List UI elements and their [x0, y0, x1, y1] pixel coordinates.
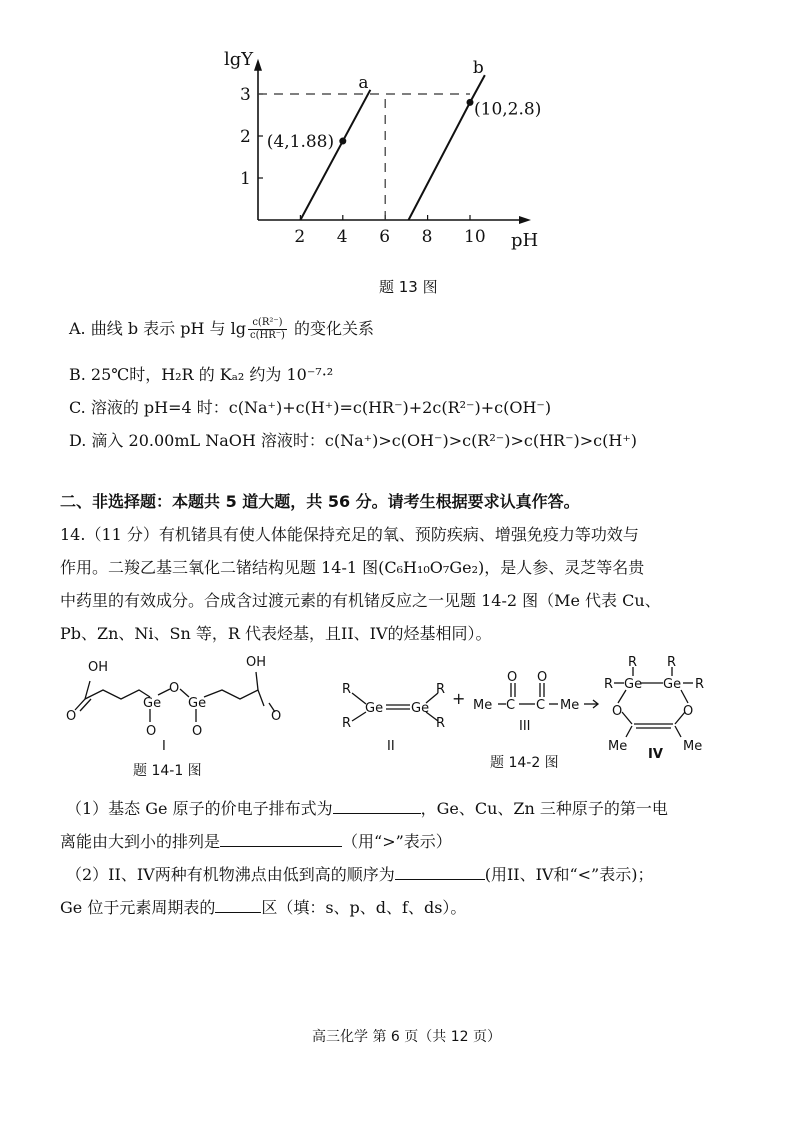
x-axis-label: pH [511, 230, 539, 251]
option-b: B. 25℃时，H₂R 的 Kₐ₂ 约为 10⁻⁷·² [69, 365, 334, 384]
subq2-text-b: (用II、IV和“<”表示)； [484, 865, 654, 884]
II-ge-left: Ge [365, 701, 384, 716]
answer-blank-ionization-order[interactable] [220, 832, 342, 847]
option-a-suffix: 的变化关系 [288, 319, 374, 338]
q14-line4: Pb、Zn、Ni、Sn 等，R 代表烃基，且II、IV的烃基相同）。 [60, 624, 492, 643]
I-oh-right: OH [246, 655, 267, 670]
IV-me-left: Me [608, 739, 628, 754]
I-o-bottom-right: O [192, 724, 203, 739]
section2-heading: 二、非选择题：本题共 5 道大题，共 56 分。请考生根据要求认真作答。 [60, 492, 580, 511]
I-ge-right: Ge [188, 696, 207, 711]
answer-blank-block[interactable] [215, 898, 261, 913]
IV-me-right: Me [683, 739, 703, 754]
IV-ge-left: Ge [624, 677, 643, 692]
x-tick-label-10: 10 [464, 227, 486, 247]
point-a [339, 138, 346, 145]
option-a-fraction [248, 317, 287, 342]
curve-a [300, 90, 370, 220]
label-IV: IV [648, 747, 663, 762]
option-c: C. 溶液的 pH=4 时：c(Na⁺)+c(H⁺)=c(HR⁻)+2c(R²⁻)+c(OH⁻) [69, 398, 552, 417]
II-r4: R [436, 716, 446, 731]
III-me-right: Me [560, 698, 580, 713]
structures-figure [0, 645, 800, 775]
subq1-text-a: （1）基态 Ge 原子的价电子排布式为 [66, 799, 333, 818]
option-d: D. 滴入 20.00mL NaOH 溶液时：c(Na⁺)>c(OH⁻)>c(R²⁻)>c(HR⁻)>c(H⁺) [69, 431, 638, 450]
label-III: III [519, 719, 531, 734]
II-r2: R [342, 716, 352, 731]
II-r1: R [342, 682, 352, 697]
y-tick-label-2: 2 [240, 127, 251, 147]
III-c2: C [536, 698, 546, 713]
IV-ge-right: Ge [663, 677, 682, 692]
label-II: II [387, 739, 395, 754]
option-a-frac-num: c(R²⁻) [248, 317, 287, 330]
curve-label-b: b [472, 58, 484, 79]
IV-o-left: O [612, 704, 623, 719]
subq2-line1 [66, 862, 653, 885]
reaction-arrow [584, 700, 598, 708]
subq2-text-d: 区（填：s、p、d、f、ds）。 [261, 898, 467, 917]
subq1-line1 [66, 796, 668, 819]
I-o-bottom-left: O [146, 724, 157, 739]
subq1-text-c: 离能由大到小的排列是 [60, 832, 221, 851]
figure13-caption: 题 13 图 [379, 278, 438, 296]
III-me-left: Me [473, 698, 493, 713]
III-c1: C [506, 698, 516, 713]
III-o1: O [507, 670, 518, 685]
IV-r-top-left: R [628, 655, 638, 670]
I-oh-left: OH [88, 660, 109, 675]
page-footer: 高三化学 第 6 页（共 12 页） [312, 1029, 501, 1045]
fig14-2-caption: 题 14-2 图 [490, 755, 559, 771]
option-a [69, 316, 374, 342]
y-tick-label-1: 1 [240, 169, 251, 189]
point-b [467, 99, 474, 106]
curve-label-a: a [358, 72, 369, 93]
subq1-text-b: ，Ge、Cu、Zn 三种原子的第一电 [420, 799, 668, 818]
structure-I [75, 672, 275, 722]
II-ge-right: Ge [411, 701, 430, 716]
I-ge-left: Ge [143, 696, 162, 711]
x-axis-arrow [519, 216, 531, 224]
option-a-prefix: A. 曲线 b 表示 pH 与 lg [69, 319, 246, 338]
answer-blank-boiling-order[interactable] [395, 865, 485, 880]
x-tick-label-4: 4 [336, 227, 348, 247]
fig14-1-caption: 题 14-1 图 [133, 763, 202, 779]
y-axis-label: lgY [224, 48, 254, 70]
point-label-b: (10,2.8) [474, 99, 542, 120]
curve-b [409, 75, 485, 220]
I-o-left: O [66, 709, 77, 724]
II-r3: R [436, 682, 446, 697]
q14-line3: 中药里的有效成分。合成含过渡元素的有机锗反应之一见题 14-2 图（Me 代表 Cu、 [60, 591, 661, 610]
plus-sign: + [452, 689, 466, 708]
I-o-right: O [271, 709, 282, 724]
q14-line1: 14.（11 分）有机锗具有使人体能保持充足的氧、预防疾病、增强免疫力等功效与 [60, 525, 639, 544]
label-I: I [162, 739, 166, 754]
IV-r-left: R [604, 677, 614, 692]
q14-line2: 作用。二羧乙基三氧化二锗结构见题 14-1 图(C₆H₁₀O₇Ge₂)，是人参、灵芝等名贵 [60, 558, 645, 577]
subq2-text-a: （2）II、IV两种有机物沸点由低到高的顺序为 [66, 865, 395, 884]
y-tick-label-3: 3 [240, 85, 251, 105]
x-tick-label-2: 2 [294, 227, 306, 247]
subq2-line2 [60, 895, 466, 918]
figure13-chart [0, 40, 800, 300]
option-a-frac-den: c(HR⁻) [249, 330, 285, 341]
IV-r-right: R [695, 677, 705, 692]
IV-o-right: O [683, 704, 694, 719]
point-label-a: (4,1.88) [266, 132, 335, 153]
III-o2: O [537, 670, 548, 685]
subq1-text-d: （用“>”表示） [342, 832, 452, 851]
subq2-text-c: Ge 位于元素周期表的 [60, 898, 216, 917]
subq1-line2 [60, 829, 452, 852]
x-tick-label-6: 6 [379, 227, 391, 247]
x-tick-label-8: 8 [421, 227, 433, 247]
answer-blank-valence-config[interactable] [333, 799, 421, 814]
IV-r-top-right: R [667, 655, 677, 670]
y-axis-arrow [254, 59, 262, 71]
I-o-bridge: O [169, 681, 180, 696]
